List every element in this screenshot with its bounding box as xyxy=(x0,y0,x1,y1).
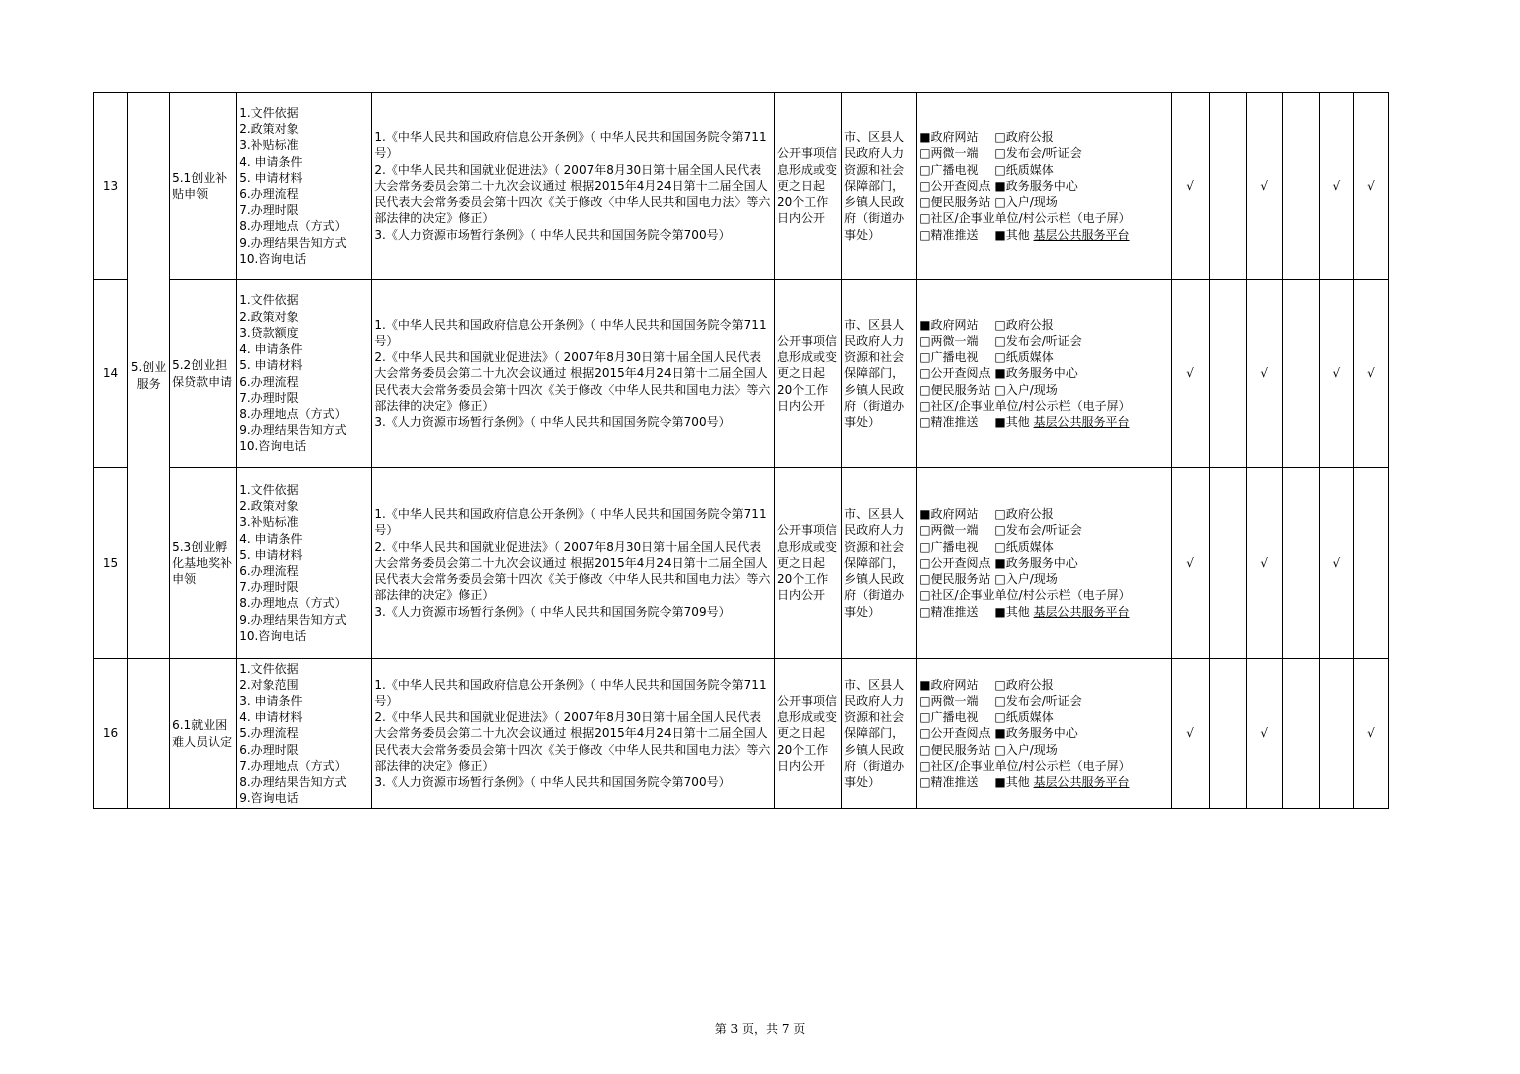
channel-line xyxy=(919,210,1168,226)
content-line: 7.办理时限 xyxy=(239,203,299,218)
disclosure-content xyxy=(237,659,372,809)
channel-text: □广播电视 □纸质媒体 xyxy=(919,539,1054,554)
channel-text: □两微一端 □发布会/听证会 xyxy=(919,523,1082,538)
disclosure-channels xyxy=(917,468,1171,659)
channel-line xyxy=(919,677,1168,693)
other-channel: 基层公共服务平台 xyxy=(1033,227,1130,242)
content-line: 2.政策对象 xyxy=(239,499,299,514)
check-mark-cell xyxy=(1282,468,1319,659)
channel-text: ■政府网站 □政府公报 xyxy=(919,130,1054,145)
content-line: 4. 申请条件 xyxy=(239,154,303,169)
channel-line xyxy=(919,587,1168,603)
check-mark-cell: √ xyxy=(1246,93,1282,280)
content-line: 5.办理流程 xyxy=(239,726,299,741)
channel-text: ■政府网站 □政府公报 xyxy=(919,507,1054,522)
item-name: 6.1就业困难人员认定 xyxy=(170,659,237,809)
check-mark-cell xyxy=(1353,468,1388,659)
check-mark-cell: √ xyxy=(1353,280,1388,468)
content-line: 6.办理流程 xyxy=(239,564,299,578)
channel-line xyxy=(919,194,1168,210)
channel-text: □公开查阅点 ■政务服务中心 xyxy=(919,178,1078,193)
channel-line xyxy=(919,539,1168,555)
disclosure-channels xyxy=(917,659,1171,809)
channel-line xyxy=(919,709,1168,725)
basis-line: 1.《中华人民共和国政府信息公开条例》（ 中华人民共和国国务院令第711号） xyxy=(374,677,767,708)
check-mark-cell xyxy=(1282,659,1319,809)
disclosure-channels xyxy=(917,93,1171,280)
channel-line xyxy=(919,414,1168,430)
content-line: 1.文件依据 xyxy=(239,482,299,497)
disclosure-agency: 市、区县人民政府人力资源和社会保障部门，乡镇人民政府（街道办事处） xyxy=(842,468,917,659)
basis-line: 2.《中华人民共和国就业促进法》（ 2007年8月30日第十届全国人民代表大会常务委员会第二十九次会议通过 根据2015年4月24日第十二届全国人民代表大会常务委员会第十四次《关于修改〈中华人民共和国电力法〉等六部法律的决定》修正） xyxy=(374,710,771,773)
channel-line xyxy=(919,365,1168,381)
basis-line: 2.《中华人民共和国就业促进法》（ 2007年8月30日第十届全国人民代表大会常务委员会第二十九次会议通过 根据2015年4月24日第十二届全国人民代表大会常务委员会第十四次《关于修改〈中华人民共和国电力法〉等六部法律的决定》修正） xyxy=(374,539,771,603)
disclosure-time-limit: 公开事项信息形成或变更之日起20个工作日内公开 xyxy=(775,468,842,659)
category-cell-empty xyxy=(128,659,170,809)
channel-line xyxy=(919,317,1168,333)
disclosure-basis xyxy=(372,280,775,468)
category-label: 5.创业服务 xyxy=(130,359,167,391)
content-line: 3.贷款额度 xyxy=(239,325,299,340)
item-name: 5.3创业孵化基地奖补申领 xyxy=(170,468,237,659)
channel-line xyxy=(919,693,1168,709)
check-mark-cell: √ xyxy=(1319,280,1353,468)
channel-text: □便民服务站 □入户/现场 xyxy=(919,382,1058,397)
check-mark-cell: √ xyxy=(1319,468,1353,659)
content-line: 7.办理地点（方式） xyxy=(239,758,347,773)
table-row xyxy=(94,93,1389,280)
content-line: 3.补贴标准 xyxy=(239,515,299,530)
table-row xyxy=(94,280,1389,468)
channel-line xyxy=(919,604,1168,620)
channel-line xyxy=(919,382,1168,398)
basis-line: 1.《中华人民共和国政府信息公开条例》（ 中华人民共和国国务院令第711号） xyxy=(374,130,767,161)
item-name: 5.1创业补贴申领 xyxy=(170,93,237,280)
channel-text: □精准推送 ■其他 xyxy=(919,775,1030,789)
channel-text: □广播电视 □纸质媒体 xyxy=(919,350,1054,365)
channel-text: □广播电视 □纸质媒体 xyxy=(919,162,1054,177)
channel-text: □精准推送 ■其他 xyxy=(919,604,1030,619)
check-mark-cell xyxy=(1209,280,1246,468)
basis-line: 3.《人力资源市场暂行条例》（ 中华人民共和国国务院令第700号） xyxy=(374,775,731,789)
content-line: 4. 申请条件 xyxy=(239,531,303,546)
channel-line xyxy=(919,725,1168,741)
check-mark-cell xyxy=(1282,93,1319,280)
channel-line xyxy=(919,742,1168,758)
disclosure-agency: 市、区县人民政府人力资源和社会保障部门，乡镇人民政府（街道办事处） xyxy=(842,280,917,468)
check-mark-cell: √ xyxy=(1353,93,1388,280)
document-page xyxy=(93,92,1389,809)
check-mark-cell xyxy=(1209,659,1246,809)
content-line: 2.政策对象 xyxy=(239,122,299,137)
check-mark-cell: √ xyxy=(1246,659,1282,809)
check-mark-cell: √ xyxy=(1171,280,1209,468)
disclosure-agency: 市、区县人民政府人力资源和社会保障部门，乡镇人民政府（街道办事处） xyxy=(842,659,917,809)
content-line: 10.咨询电话 xyxy=(239,439,307,454)
content-line: 2.政策对象 xyxy=(239,309,299,324)
check-mark-cell: √ xyxy=(1171,93,1209,280)
channel-text: ■政府网站 □政府公报 xyxy=(919,677,1054,692)
content-line: 1.文件依据 xyxy=(239,293,299,308)
channel-text: □社区/企事业单位/村公示栏（电子屏） xyxy=(919,588,1131,603)
basis-line: 2.《中华人民共和国就业促进法》（ 2007年8月30日第十届全国人民代表大会常务委员会第二十九次会议通过 根据2015年4月24日第十二届全国人民代表大会常务委员会第十四次《关于修改〈中华人民共和国电力法〉等六部法律的决定》修正） xyxy=(374,162,771,226)
disclosure-basis xyxy=(372,659,775,809)
channel-text: ■政府网站 □政府公报 xyxy=(919,317,1054,332)
channel-line xyxy=(919,145,1168,161)
content-line: 9.办理结果告知方式 xyxy=(239,423,347,438)
check-mark-cell xyxy=(1319,659,1353,809)
basis-line: 2.《中华人民共和国就业促进法》（ 2007年8月30日第十届全国人民代表大会常务委员会第二十九次会议通过 根据2015年4月24日第十二届全国人民代表大会常务委员会第十四次《关于修改〈中华人民共和国电力法〉等六部法律的决定》修正） xyxy=(374,350,771,413)
item-name: 5.2创业担保贷款申请 xyxy=(170,280,237,468)
category-cell xyxy=(128,93,170,659)
check-mark-cell: √ xyxy=(1171,659,1209,809)
channel-text: □社区/企事业单位/村公示栏（电子屏） xyxy=(919,758,1131,773)
row-number: 16 xyxy=(94,659,128,809)
table-row xyxy=(94,468,1389,659)
channel-line xyxy=(919,349,1168,365)
channel-text: □便民服务站 □入户/现场 xyxy=(919,195,1058,210)
channel-line xyxy=(919,162,1168,178)
channel-text: □社区/企事业单位/村公示栏（电子屏） xyxy=(919,398,1131,413)
content-line: 6.办理流程 xyxy=(239,374,299,389)
content-line: 8.办理结果告知方式 xyxy=(239,775,347,789)
basis-line: 3.《人力资源市场暂行条例》（ 中华人民共和国国务院令第700号） xyxy=(374,415,731,429)
content-line: 10.咨询电话 xyxy=(239,251,307,266)
table-body xyxy=(94,93,1389,809)
disclosure-table xyxy=(93,92,1389,809)
row-number: 15 xyxy=(94,468,128,659)
content-line: 3.补贴标准 xyxy=(239,138,299,153)
check-mark-cell: √ xyxy=(1246,280,1282,468)
other-channel: 基层公共服务平台 xyxy=(1033,775,1130,789)
content-line: 5. 申请材料 xyxy=(239,170,303,185)
page-footer: 第 3 页，共 7 页 xyxy=(714,1022,806,1036)
channel-text: □两微一端 □发布会/听证会 xyxy=(919,333,1082,348)
channel-text: □广播电视 □纸质媒体 xyxy=(919,710,1054,725)
channel-line xyxy=(919,522,1168,538)
basis-line: 3.《人力资源市场暂行条例》（ 中华人民共和国国务院令第709号） xyxy=(374,604,731,619)
row-number: 14 xyxy=(94,280,128,468)
row-number: 13 xyxy=(94,93,128,280)
channel-text: □公开查阅点 ■政务服务中心 xyxy=(919,366,1078,381)
channel-text: □精准推送 ■其他 xyxy=(919,227,1030,242)
content-line: 8.办理地点（方式） xyxy=(239,596,347,611)
channel-line xyxy=(919,774,1168,790)
disclosure-channels xyxy=(917,280,1171,468)
content-line: 6.办理流程 xyxy=(239,187,299,201)
check-mark-cell: √ xyxy=(1353,659,1388,809)
content-line: 6.办理时限 xyxy=(239,742,299,757)
basis-line: 3.《人力资源市场暂行条例》（ 中华人民共和国国务院令第700号） xyxy=(374,227,731,242)
disclosure-basis xyxy=(372,93,775,280)
channel-line xyxy=(919,129,1168,145)
content-line: 1.文件依据 xyxy=(239,105,299,120)
channel-text: □便民服务站 □入户/现场 xyxy=(919,572,1058,587)
content-line: 7.办理时限 xyxy=(239,390,299,405)
channel-line xyxy=(919,398,1168,414)
channel-line xyxy=(919,227,1168,243)
channel-text: □公开查阅点 ■政务服务中心 xyxy=(919,726,1078,741)
channel-text: □精准推送 ■其他 xyxy=(919,415,1030,429)
channel-text: □便民服务站 □入户/现场 xyxy=(919,742,1058,757)
other-channel: 基层公共服务平台 xyxy=(1033,604,1130,619)
check-mark-cell xyxy=(1282,280,1319,468)
content-line: 10.咨询电话 xyxy=(239,628,307,643)
channel-text: □两微一端 □发布会/听证会 xyxy=(919,693,1082,708)
table-row xyxy=(94,659,1389,809)
other-channel: 基层公共服务平台 xyxy=(1033,415,1130,429)
content-line: 2.对象范围 xyxy=(239,677,299,692)
disclosure-time-limit: 公开事项信息形成或变更之日起20个工作日内公开 xyxy=(775,659,842,809)
disclosure-time-limit: 公开事项信息形成或变更之日起20个工作日内公开 xyxy=(775,280,842,468)
disclosure-time-limit: 公开事项信息形成或变更之日起20个工作日内公开 xyxy=(775,93,842,280)
check-mark-cell: √ xyxy=(1246,468,1282,659)
channel-text: □社区/企事业单位/村公示栏（电子屏） xyxy=(919,211,1131,226)
basis-line: 1.《中华人民共和国政府信息公开条例》（ 中华人民共和国国务院令第711号） xyxy=(374,317,767,348)
disclosure-basis xyxy=(372,468,775,659)
basis-line: 1.《中华人民共和国政府信息公开条例》（ 中华人民共和国国务院令第711号） xyxy=(374,507,767,538)
check-mark-cell: √ xyxy=(1319,93,1353,280)
content-line: 3. 申请条件 xyxy=(239,693,303,708)
check-mark-cell xyxy=(1209,93,1246,280)
content-line: 8.办理地点（方式） xyxy=(239,219,347,234)
disclosure-content xyxy=(237,93,372,280)
channel-line xyxy=(919,178,1168,194)
disclosure-content xyxy=(237,468,372,659)
channel-line xyxy=(919,333,1168,349)
channel-text: □两微一端 □发布会/听证会 xyxy=(919,146,1082,161)
content-line: 9.办理结果告知方式 xyxy=(239,235,347,250)
content-line: 9.办理结果告知方式 xyxy=(239,612,347,627)
channel-line xyxy=(919,506,1168,522)
channel-text: □公开查阅点 ■政务服务中心 xyxy=(919,555,1078,570)
content-line: 8.办理地点（方式） xyxy=(239,406,347,421)
content-line: 9.咨询电话 xyxy=(239,791,299,806)
channel-line xyxy=(919,758,1168,774)
content-line: 4. 申请材料 xyxy=(239,710,303,725)
channel-line xyxy=(919,571,1168,587)
check-mark-cell xyxy=(1209,468,1246,659)
check-mark-cell: √ xyxy=(1171,468,1209,659)
content-line: 4. 申请条件 xyxy=(239,342,303,357)
channel-line xyxy=(919,555,1168,571)
content-line: 7.办理时限 xyxy=(239,580,299,595)
content-line: 1.文件依据 xyxy=(239,661,299,676)
content-line: 5. 申请材料 xyxy=(239,547,303,562)
content-line: 5. 申请材料 xyxy=(239,358,303,373)
disclosure-content xyxy=(237,280,372,468)
disclosure-agency: 市、区县人民政府人力资源和社会保障部门，乡镇人民政府（街道办事处） xyxy=(842,93,917,280)
